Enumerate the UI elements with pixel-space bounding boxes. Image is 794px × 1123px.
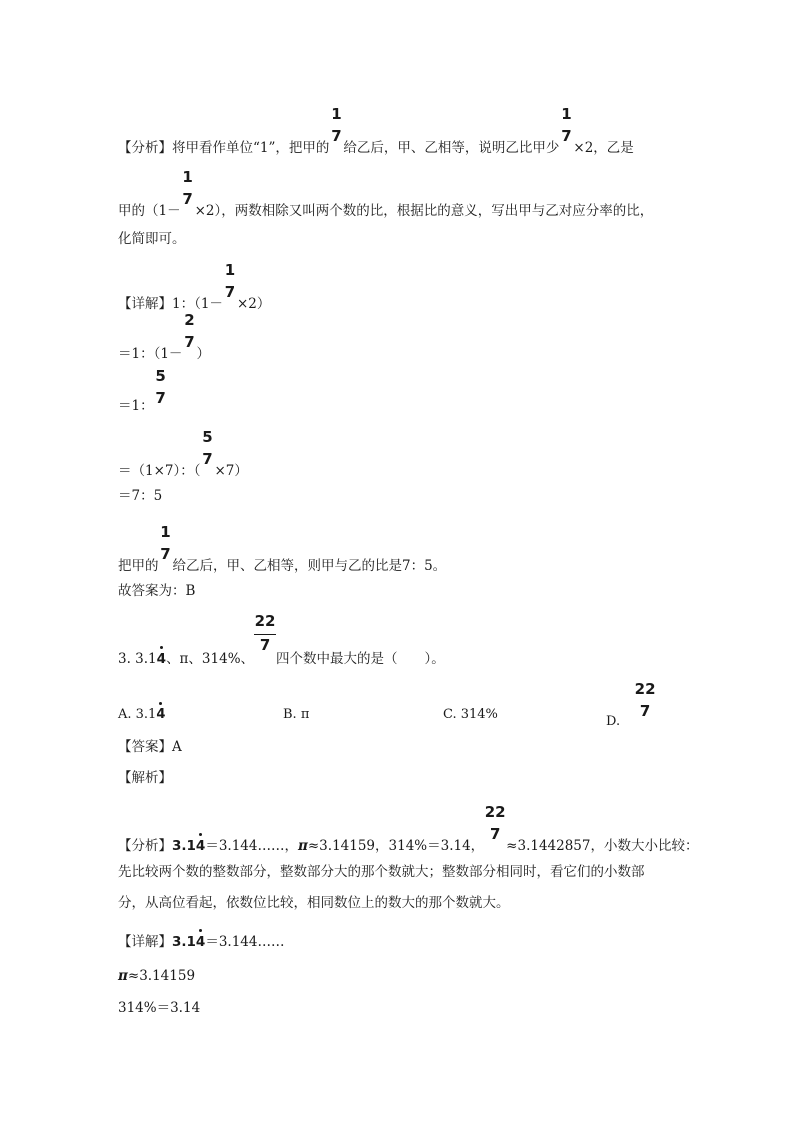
analysis2-line-2: 先比较两个数的整数部分，整数部分大的那个数就大；整数部分相同时，看它们的小数部 [118, 864, 645, 880]
detail-step-4: ＝（1×7）：（ 5 7 ×7） [118, 428, 248, 479]
option-a[interactable]: A. 3.14 [118, 705, 165, 725]
fraction-1-7: 1 7 [182, 168, 193, 208]
repeating-digit: 4 [156, 651, 167, 667]
pi-symbol: π [118, 968, 128, 984]
detail-step-3: ＝1： 5 7 [118, 367, 166, 414]
question-3-stem: 3. 3.14、π、314%、 $\frac{22}{7}$ 四个数中最大的是（ ）。 [118, 612, 445, 667]
fraction-5-7: 5 7 [202, 428, 213, 468]
answer-label: 【答案】A [118, 739, 182, 755]
analysis-label: 【分析】 [118, 140, 172, 156]
detail-conclusion: 把甲的 1 7 给乙后，甲、乙相等，则甲与乙的比是7：5。 [118, 523, 447, 574]
fraction-5-7: 5 7 [155, 367, 166, 407]
option-b[interactable]: B. π [283, 707, 310, 722]
analysis-label: 【分析】 [118, 838, 172, 854]
pi-symbol: π [297, 838, 308, 854]
analysis2-line-1: 【分析】3.14＝3.144……，π≈3.14159，314%＝3.14， 22 7 ≈3.1442857，小数大小比较： [118, 803, 699, 854]
fraction-22-7: 22 7 [634, 680, 656, 720]
option-c[interactable]: C. 314% [443, 707, 498, 722]
fraction-1-7: 1 7 [331, 105, 342, 145]
detail2-line-1: 【详解】3.14＝3.144…… [118, 934, 285, 950]
fraction-22-7: $\frac{22}{7}$ [254, 612, 276, 654]
option-d[interactable]: D. 22 7 [606, 680, 656, 729]
repeating-digit: 4 [195, 934, 206, 950]
detail-label: 【详解】 [118, 934, 172, 950]
parse-label: 【解析】 [118, 770, 172, 786]
detail-label: 【详解】 [118, 296, 172, 312]
answer-line: 故答案为：B [118, 583, 196, 599]
repeating-digit: 4 [156, 705, 165, 725]
detail2-line-3: 314%＝3.14 [118, 1000, 201, 1016]
detail-step-5: ＝7：5 [118, 488, 163, 504]
fraction-1-7: 1 7 [160, 523, 171, 563]
detail2-line-2: π≈3.14159 [118, 968, 196, 984]
detail-step-1: 【详解】1：（1－ 1 7 ×2） [118, 261, 271, 312]
fraction-1-7: 1 7 [561, 105, 572, 145]
analysis-line-2: 甲的（1－ 1 7 ×2），两数相除又叫两个数的比，根据比的意义，写出甲与乙对应分率的比， [118, 168, 654, 219]
fraction-22-7: 22 7 [484, 803, 506, 843]
fraction-1-7: 1 7 [224, 261, 236, 301]
analysis-line-3: 化简即可。 [118, 231, 186, 247]
fraction-2-7: 2 7 [184, 311, 195, 351]
analysis-line-1: 【分析】将甲看作单位“1”，把甲的 1 7 给乙后，甲、乙相等，说明乙比甲少 1 7 ×2，乙是 [118, 105, 634, 156]
repeating-digit: 4 [195, 838, 206, 854]
detail-step-2: ＝1：（1－ 2 7 ） [118, 311, 210, 362]
analysis2-line-3: 分，从高位看起，依数位比较，相同数位上的数大的那个数就大。 [118, 895, 510, 911]
